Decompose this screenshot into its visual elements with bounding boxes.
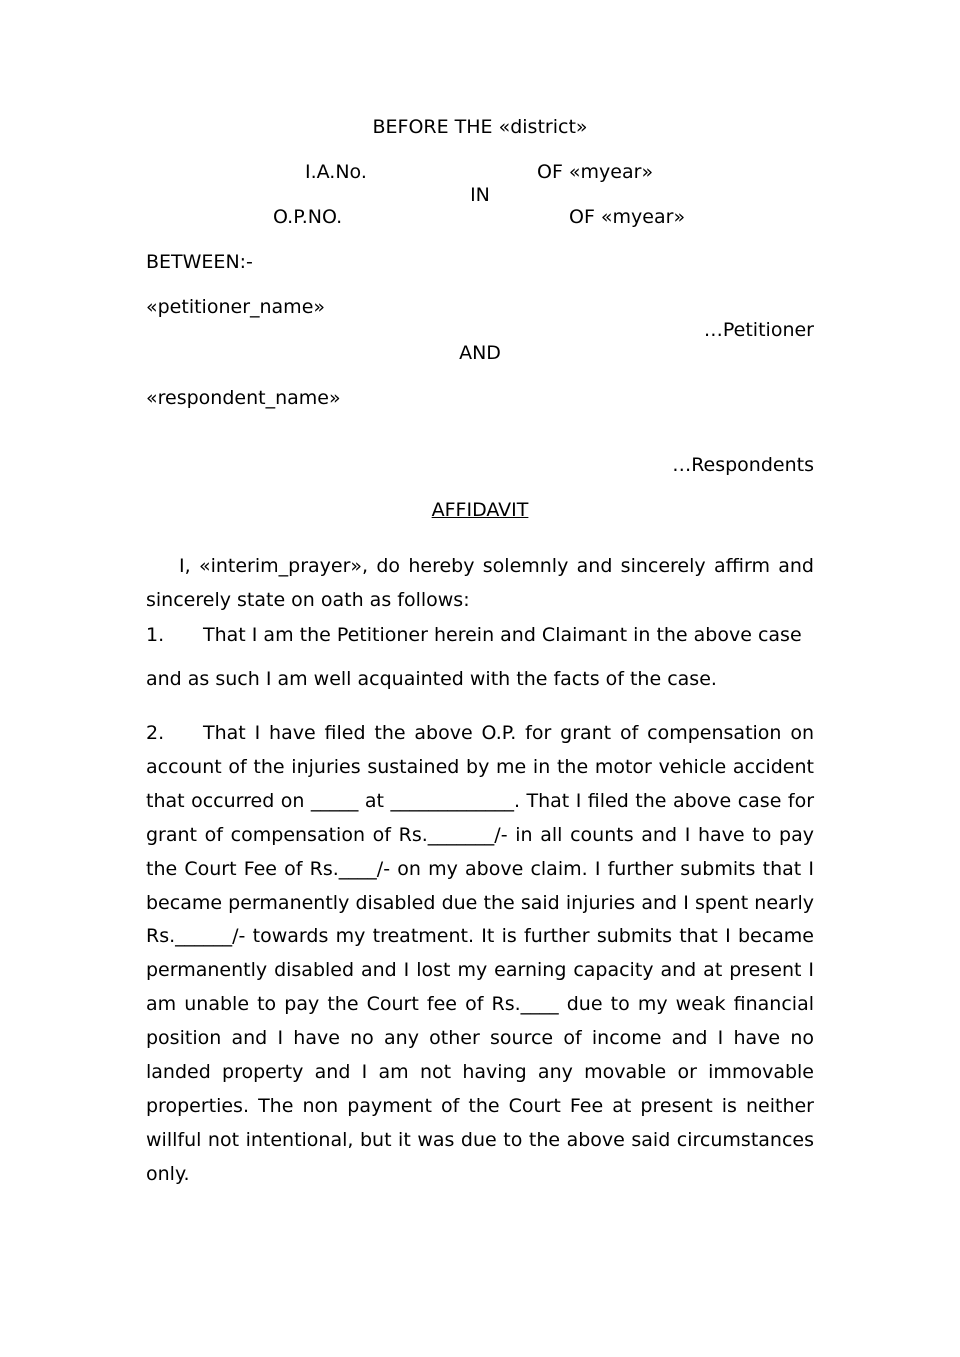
intro-paragraph — [146, 550, 814, 618]
respondent-name: «respondent_name» — [146, 387, 341, 409]
paragraph-1-first-line — [146, 624, 814, 646]
affidavit-title: AFFIDAVIT — [431, 499, 529, 521]
paragraph-2-number: 2. — [146, 722, 165, 744]
paragraph-2 — [146, 717, 814, 1192]
op-number-label: O.P.NO. — [273, 206, 343, 228]
petitioner-name: «petitioner_name» — [146, 296, 326, 318]
document-title — [0, 499, 960, 521]
paragraph-1-first-text: That I am the Petitioner herein and Claimant in the above case — [203, 624, 802, 646]
in-word: IN — [470, 184, 490, 206]
petitioner-role: …Petitioner — [703, 319, 814, 341]
paragraph-1-number: 1. — [146, 624, 165, 646]
ia-number-label: I.A.No. — [305, 161, 367, 183]
op-year: OF «myear» — [569, 206, 686, 228]
ia-year: OF «myear» — [537, 161, 654, 183]
court-heading: BEFORE THE «district» — [372, 116, 588, 138]
between-label: BETWEEN:- — [146, 251, 253, 273]
paragraph-2-text: That I have filed the above O.P. for grant of compensation on account of the injuries sustained by me in the motor vehicle accident that occurred on _____ at _____________. That I filed the above case for grant of compensation of Rs._______/- in all counts and I have to pay the Court Fee of Rs.____/- on my above claim. I further submits that I became permanently disabled due the said injuries and I spent nearly Rs.______/- towards my treatment. It is further submits that I became permanently disabled and I lost my earning capacity and at present I am unable to pay the Court fee of Rs.____ due to my weak financial position and I have no any other source of income and I have no landed property and I am not having any movable or immovable properties. The non payment of the Court Fee at present is neither willful not intentional, but it was due to the above said circumstances only. — [146, 722, 814, 1185]
respondent-role: …Respondents — [672, 454, 814, 476]
paragraph-1-rest: and as such I am well acquainted with the facts of the case. — [146, 668, 717, 690]
intro-text: I, «interim_prayer», do hereby solemnly and sincerely affirm and sincerely state on oath as follows: — [146, 555, 814, 611]
and-word: AND — [459, 342, 501, 364]
